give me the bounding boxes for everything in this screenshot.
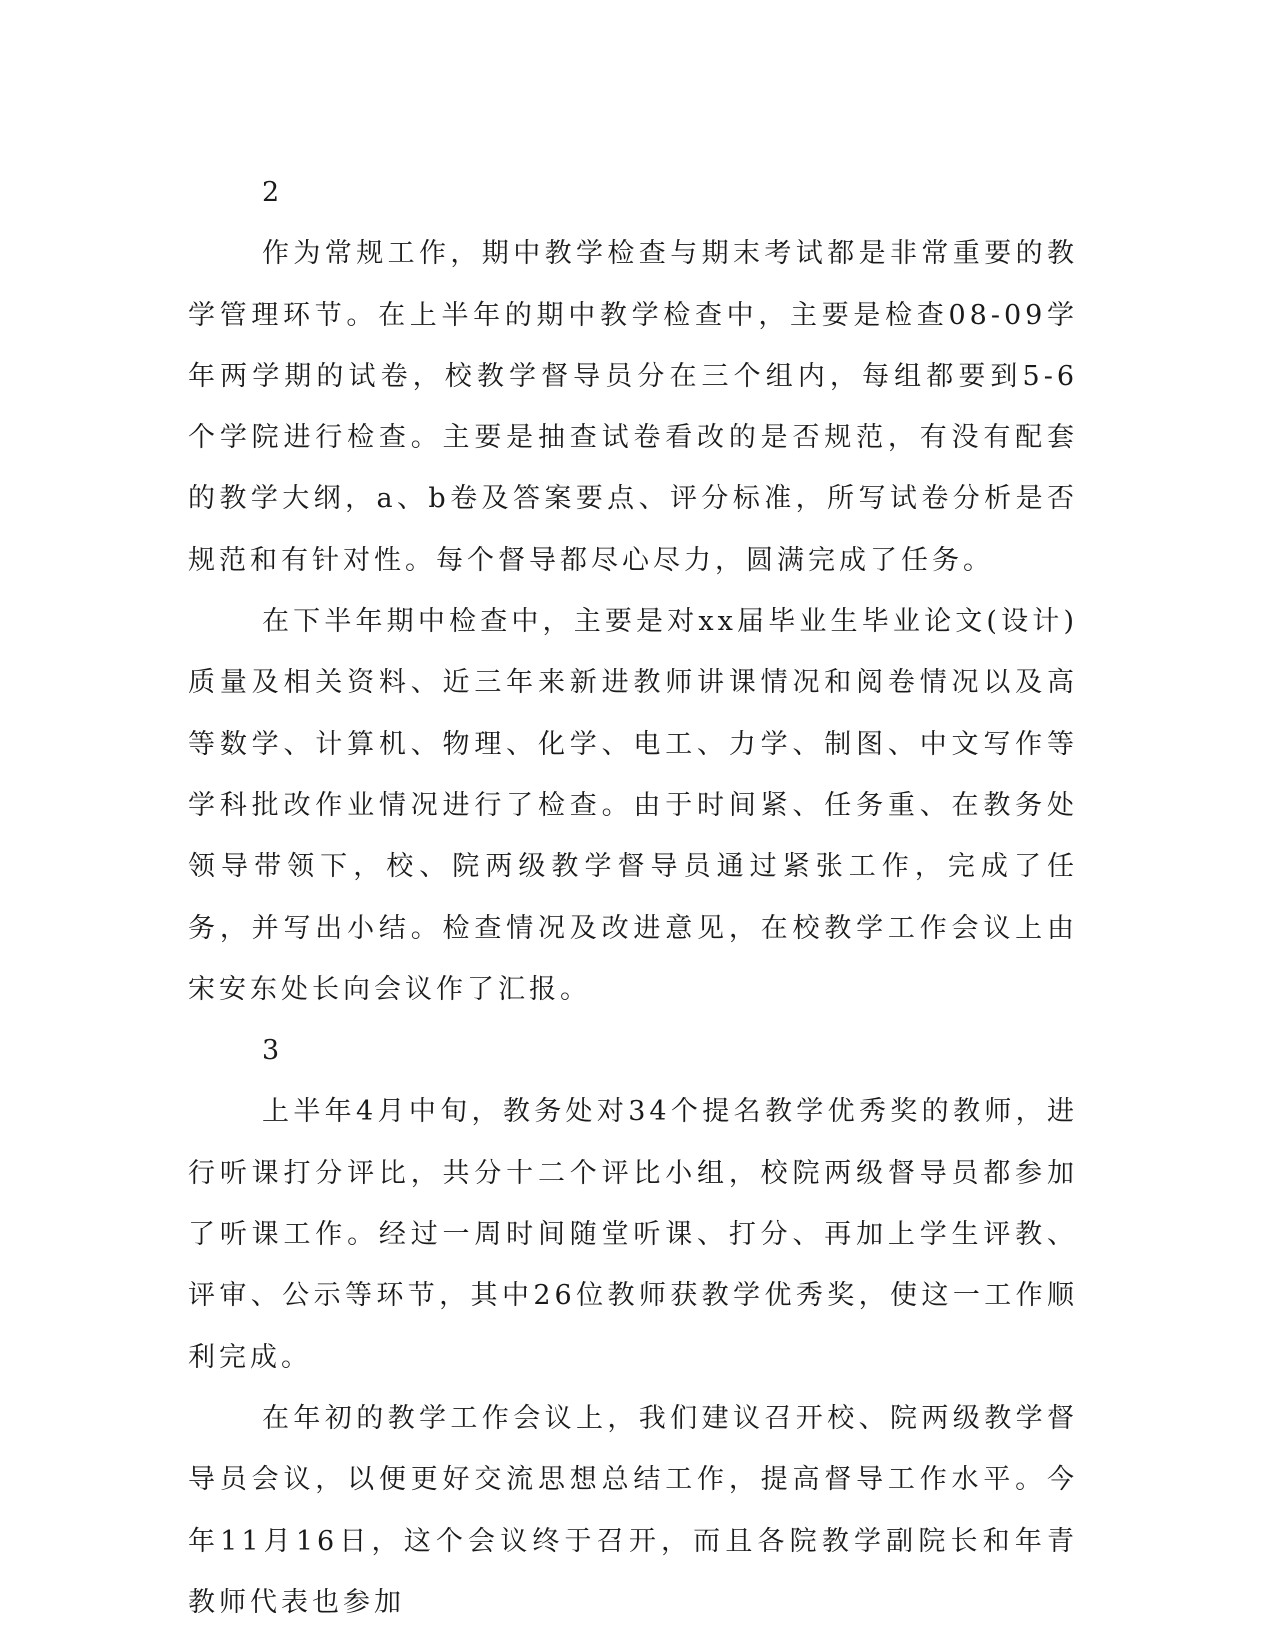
paragraph: 上半年4月中旬，教务处对34个提名教学优秀奖的教师，进行听课打分评比，共分十二个评比小组，校院两级督导员都参加了听课工作。经过一周时间随堂听课、打分、再加上学生评教、评审、公示等环节，其中26位教师获教学优秀奖，使这一工作顺利完成。 (188, 1096, 1078, 1373)
paragraph: 作为常规工作，期中教学检查与期末考试都是非常重要的教学管理环节。在上半年的期中教学检查中，主要是检查08-09学年两学期的试卷，校教学督导员分在三个组内，每组都要到5-6个学院进行检查。主要是抽查试卷看改的是否规范，有没有配套的教学大纲，a、b卷及答案要点、评分标准，所写试卷分析是否规范和有针对性。每个督导都尽心尽力，圆满完成了任务。 (188, 238, 1078, 576)
document-body (188, 162, 1078, 1633)
paragraph: 在下半年期中检查中，主要是对xx届毕业生毕业论文(设计)质量及相关资料、近三年来新进教师讲课情况和阅卷情况以及高等数学、计算机、物理、化学、电工、力学、制图、中文写作等学科批改作业情况进行了检查。由于时间紧、任务重、在教务处领导带领下，校、院两级教学督导员通过紧张工作，完成了任务，并写出小结。检查情况及改进意见，在校教学工作会议上由宋安东处长向会议作了汇报。 (188, 606, 1078, 1005)
section-number: 3 (262, 1035, 280, 1067)
section-number: 2 (262, 177, 280, 208)
paragraph: 在年初的教学工作会议上，我们建议召开校、院两级教学督导员会议，以便更好交流思想总结工作，提高督导工作水平。今年11月16日，这个会议终于召开，而且各院教学副院长和年青教师代表也参加 (188, 1402, 1078, 1618)
